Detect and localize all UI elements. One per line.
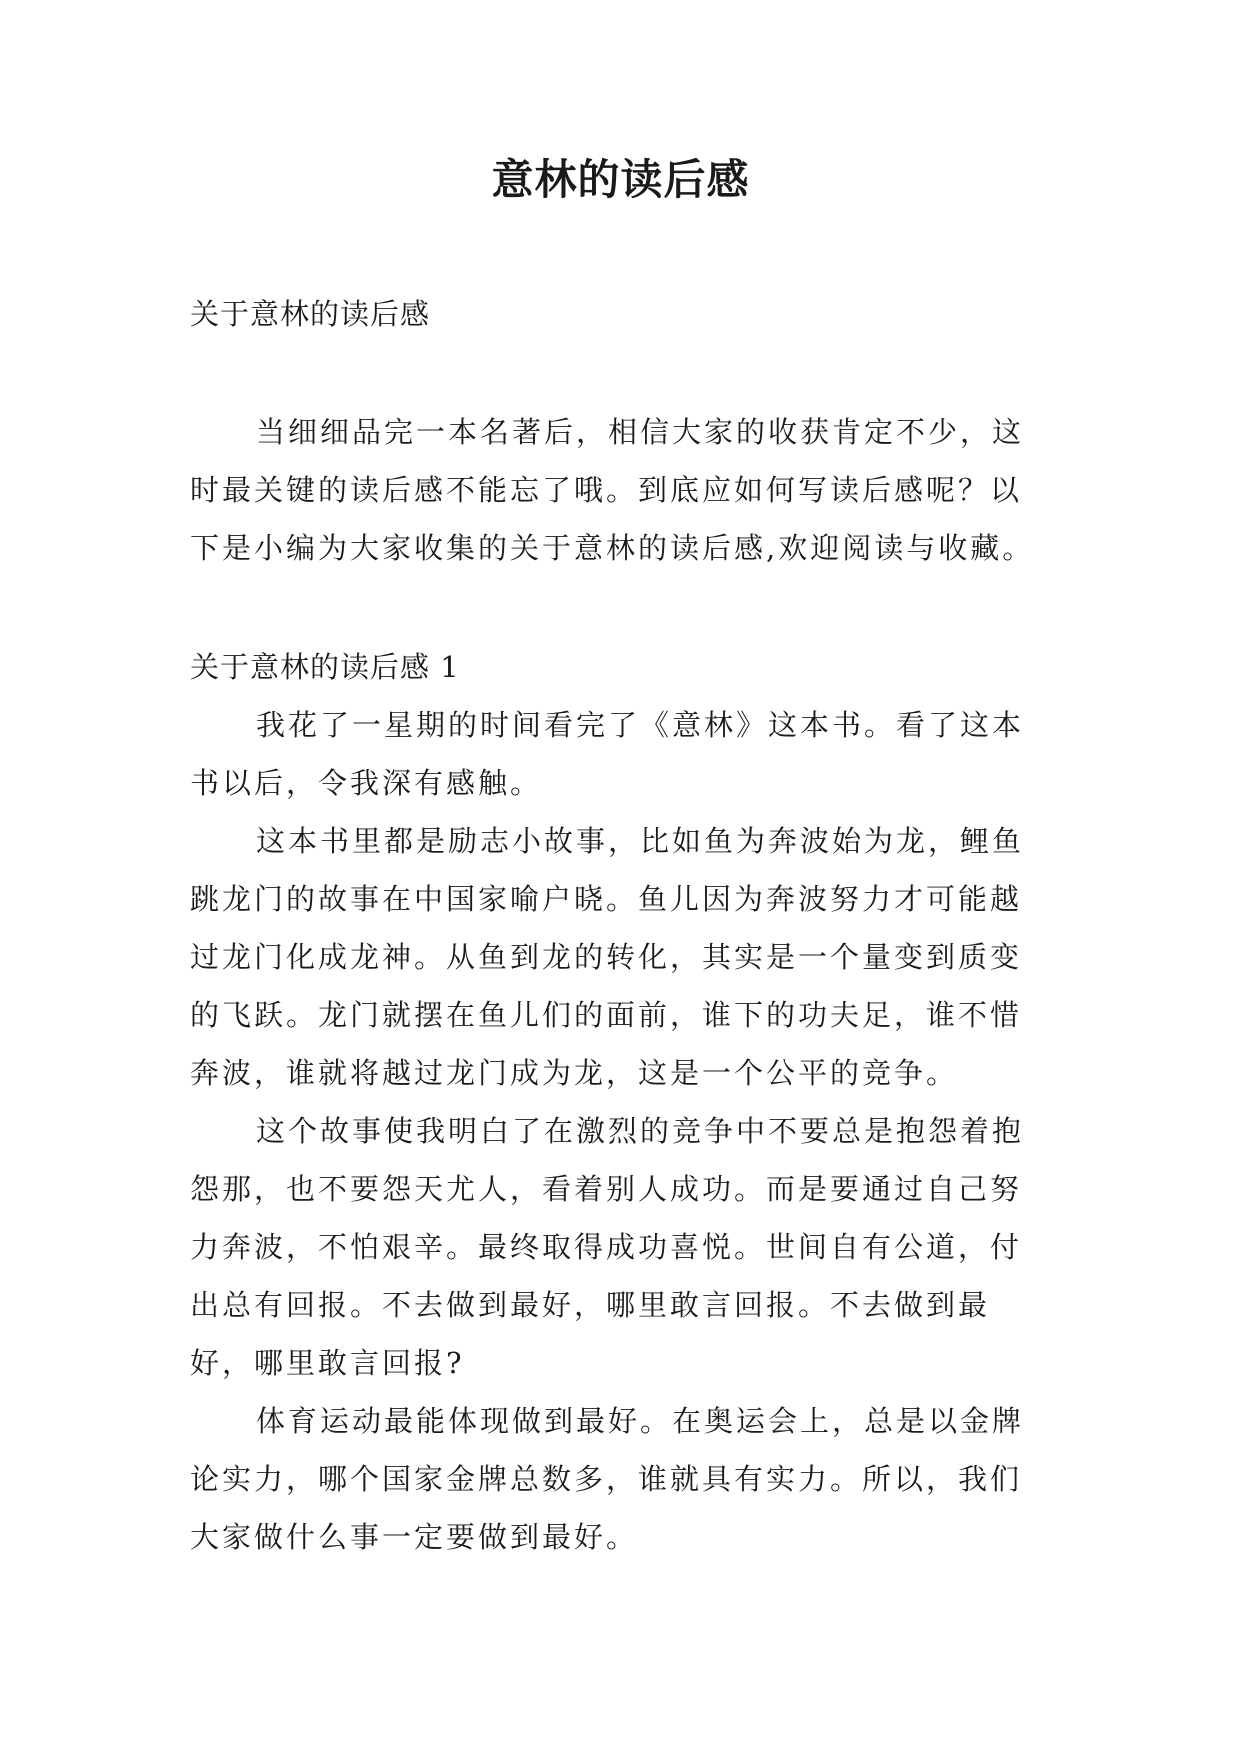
body-paragraph-4: 体育运动最能体现做到最好。在奥运会上，总是以金牌论实力，哪个国家金牌总数多，谁就具有实力。所以，我们大家做什么事一定要做到最好。 — [190, 1404, 1025, 1554]
document-title: 意林的读后感 — [491, 155, 750, 204]
body-paragraph-1: 我花了一星期的时间看完了《意林》这本书。看了这本书以后，令我深有感触。 — [190, 708, 1025, 800]
document-subtitle: 关于意林的读后感 — [190, 297, 431, 331]
body-paragraph-3: 这个故事使我明白了在激烈的竞争中不要总是抱怨着抱怨那，也不要怨天尤人，看着别人成功。而是要通过自己努力奔波，不怕艰辛。最终取得成功喜悦。世间自有公道，付出总有回报。不去做到最好，哪里敢言回报。不去做到最好，哪里敢言回报? — [190, 1114, 1025, 1380]
intro-paragraph: 当细细品完一本名著后，相信大家的收获肯定不少，这时最关键的读后感不能忘了哦。到底应如何写读后感呢？以下是小编为大家收集的关于意林的读后感,欢迎阅读与收藏。 — [190, 415, 1035, 565]
section-heading: 关于意林的读后感 1 — [190, 650, 460, 684]
body-paragraph-2: 这本书里都是励志小故事，比如鱼为奔波始为龙，鲤鱼跳龙门的故事在中国家喻户晓。鱼儿因为奔波努力才可能越过龙门化成龙神。从鱼到龙的转化，其实是一个量变到质变的飞跃。龙门就摆在鱼儿们的面前，谁下的功夫足，谁不惜奔波，谁就将越过龙门成为龙，这是一个公平的竞争。 — [190, 824, 1025, 1090]
